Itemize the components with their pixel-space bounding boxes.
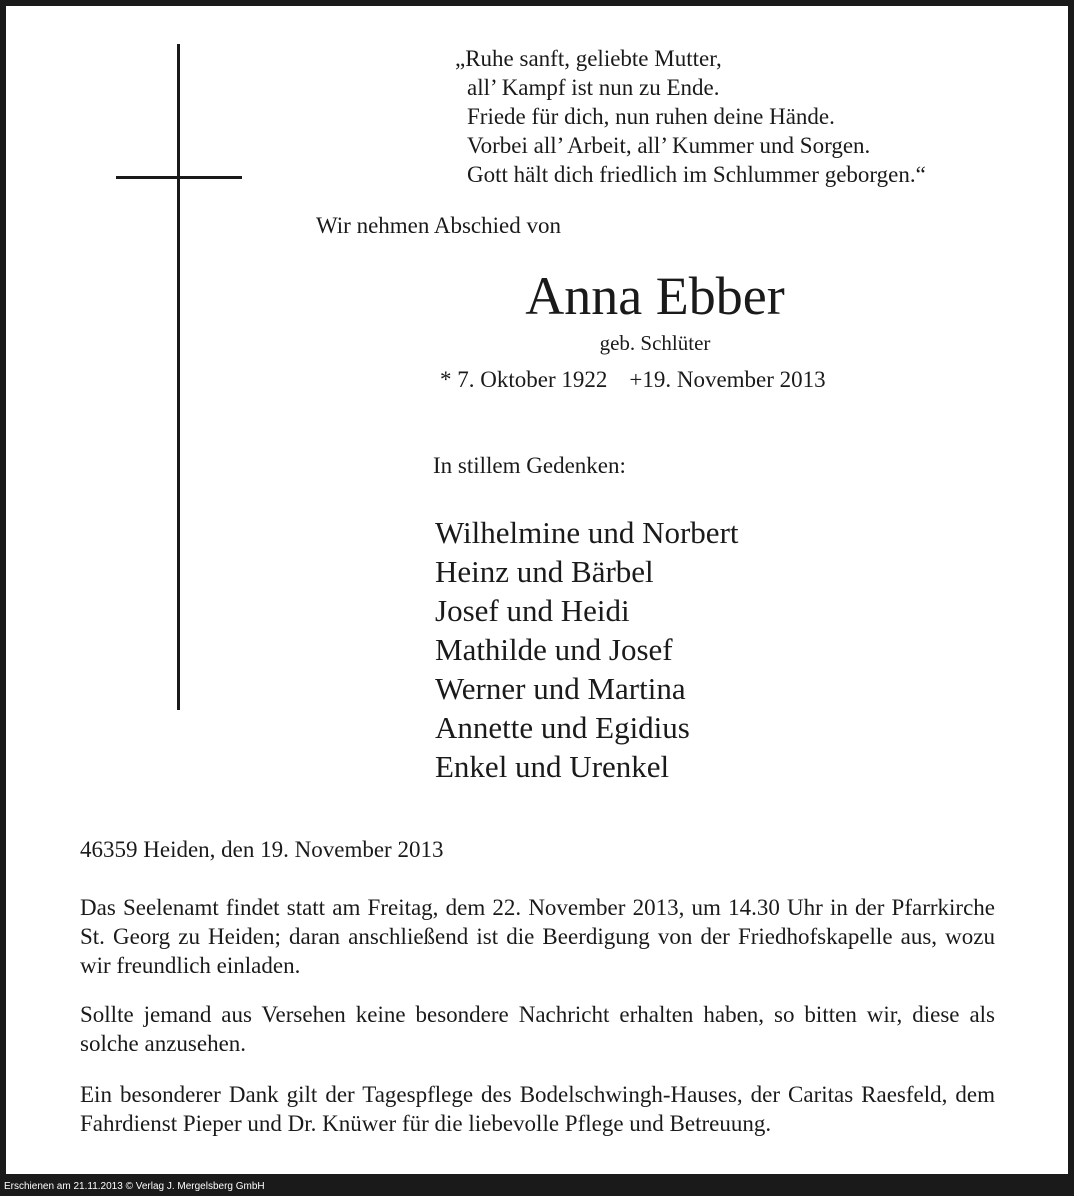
verse-block xyxy=(455,44,926,189)
verse-line: „Ruhe sanft, geliebte Mutter, xyxy=(455,46,722,71)
mourner-entry: Werner und Martina xyxy=(435,671,686,706)
mourner-entry: Heinz und Bärbel xyxy=(435,554,654,589)
verse-line: Friede für dich, nun ruhen deine Hände. xyxy=(467,104,835,129)
publication-footer: Erschienen am 21.11.2013 © Verlag J. Mergelsberg GmbH xyxy=(4,1181,265,1192)
verse-line: Vorbei all’ Arbeit, all’ Kummer und Sorgen. xyxy=(467,133,871,158)
mourners-list xyxy=(435,513,739,786)
verse-line: all’ Kampf ist nun zu Ende. xyxy=(467,75,720,100)
cross-horizontal-bar xyxy=(116,176,242,179)
memory-label: In stillem Gedenken: xyxy=(433,453,626,478)
mourner-entry: Josef und Heidi xyxy=(435,593,630,628)
place-date: 46359 Heiden, den 19. November 2013 xyxy=(80,837,444,862)
mourner-entry: Enkel und Urenkel xyxy=(435,749,670,784)
maiden-name: geb. Schlüter xyxy=(599,331,711,355)
mourner-entry: Annette und Egidius xyxy=(435,710,690,745)
notice-paragraph: Sollte jemand aus Versehen keine besondere Nachricht erhalten haben, so bitten wir, diese als solche anzusehen. xyxy=(80,1002,995,1056)
birth-date: * 7. Oktober 1922 xyxy=(440,367,608,392)
mourner-entry: Wilhelmine und Norbert xyxy=(435,515,739,550)
thanks-paragraph: Ein besonderer Dank gilt der Tagespflege des Bodelschwingh-Hauses, der Caritas Raesfeld, dem Fahrdienst Pieper und Dr. Knüwer für die liebevolle Pflege und Betreuung. xyxy=(80,1082,995,1136)
death-date: +19. November 2013 xyxy=(629,367,826,392)
cross-vertical-bar xyxy=(177,44,180,710)
verse-line: Gott hält dich friedlich im Schlummer geborgen.“ xyxy=(467,162,926,187)
funeral-service-paragraph: Das Seelenamt findet statt am Freitag, dem 22. November 2013, um 14.30 Uhr in der Pfarrkirche St. Georg zu Heiden; daran anschließend ist die Beerdigung von der Friedhofskapelle aus, wozu wir freundlich einladen. xyxy=(80,895,995,978)
deceased-name: Anna Ebber xyxy=(525,266,785,326)
farewell-intro: Wir nehmen Abschied von xyxy=(316,213,561,238)
mourner-entry: Mathilde und Josef xyxy=(435,632,673,667)
life-dates xyxy=(440,367,826,393)
